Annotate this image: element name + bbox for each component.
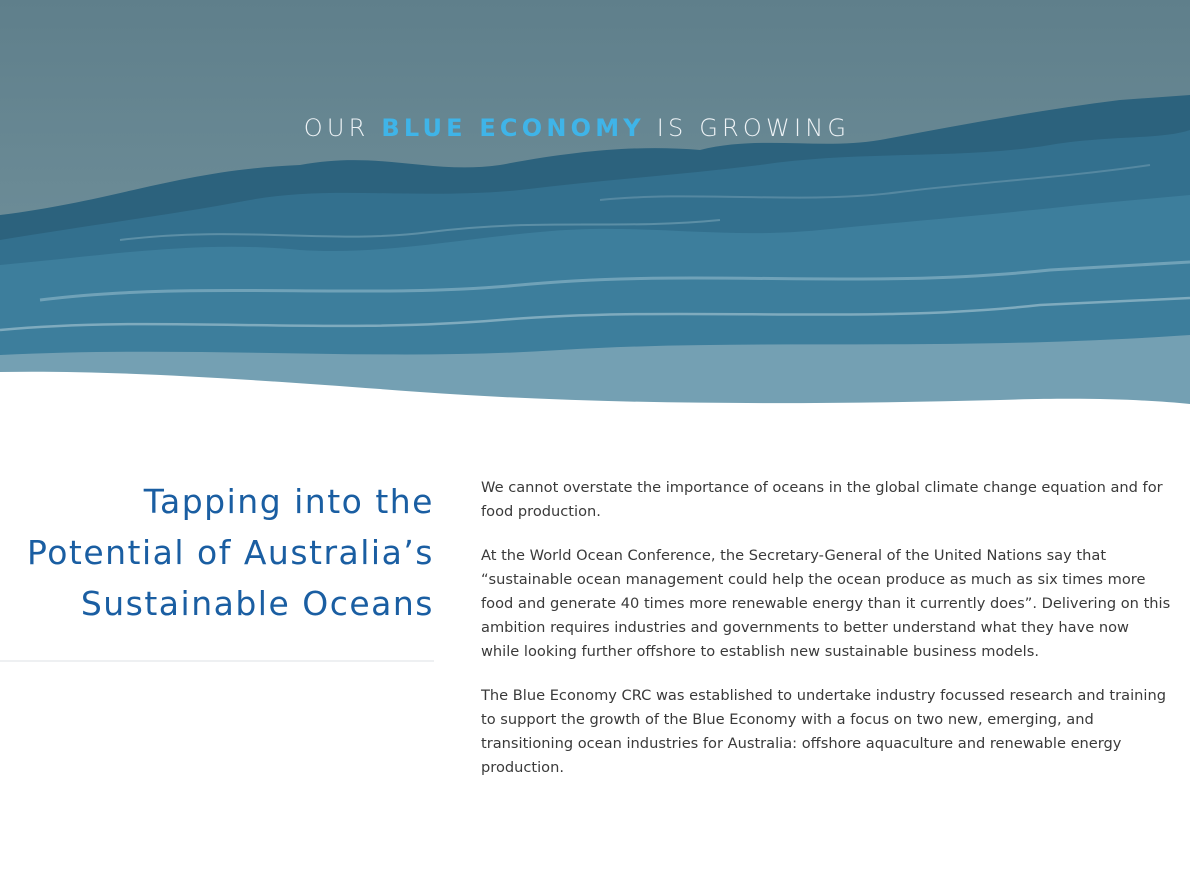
heading-line: Sustainable Oceans bbox=[80, 584, 434, 623]
hero-title-suffix: IS GROWING bbox=[644, 114, 851, 142]
heading-line: Potential of Australia’s bbox=[26, 533, 434, 572]
hero-banner bbox=[0, 0, 1190, 410]
intro-paragraph: At the World Ocean Conference, the Secretary-General of the United Nations say that “sustainable ocean management could help the ocean produce as much as six times more food and generate 40 times more renewable energy than it currently does”. Delivering on this ambition requires industries and governments to better understand what they have now while looking further offshore to establish new sustainable business models. bbox=[481, 547, 1171, 660]
hero-title bbox=[0, 114, 1154, 142]
section-heading bbox=[0, 476, 434, 629]
intro-paragraph: We cannot overstate the importance of oceans in the global climate change equation and for food production. bbox=[481, 479, 1163, 520]
intro-paragraph: The Blue Economy CRC was established to undertake industry focussed research and training to support the growth of the Blue Economy with a focus on two new, emerging, and transitioning ocean industries for Australia: offshore aquaculture and renewable energy production. bbox=[481, 687, 1166, 776]
hero-title-prefix: OUR bbox=[303, 114, 382, 142]
heading-line: Tapping into the bbox=[143, 482, 434, 521]
hero-title-accent: BLUE ECONOMY bbox=[381, 114, 645, 142]
ocean-waves-image bbox=[0, 0, 1190, 410]
heading-divider bbox=[0, 660, 434, 662]
intro-body bbox=[481, 476, 1171, 800]
